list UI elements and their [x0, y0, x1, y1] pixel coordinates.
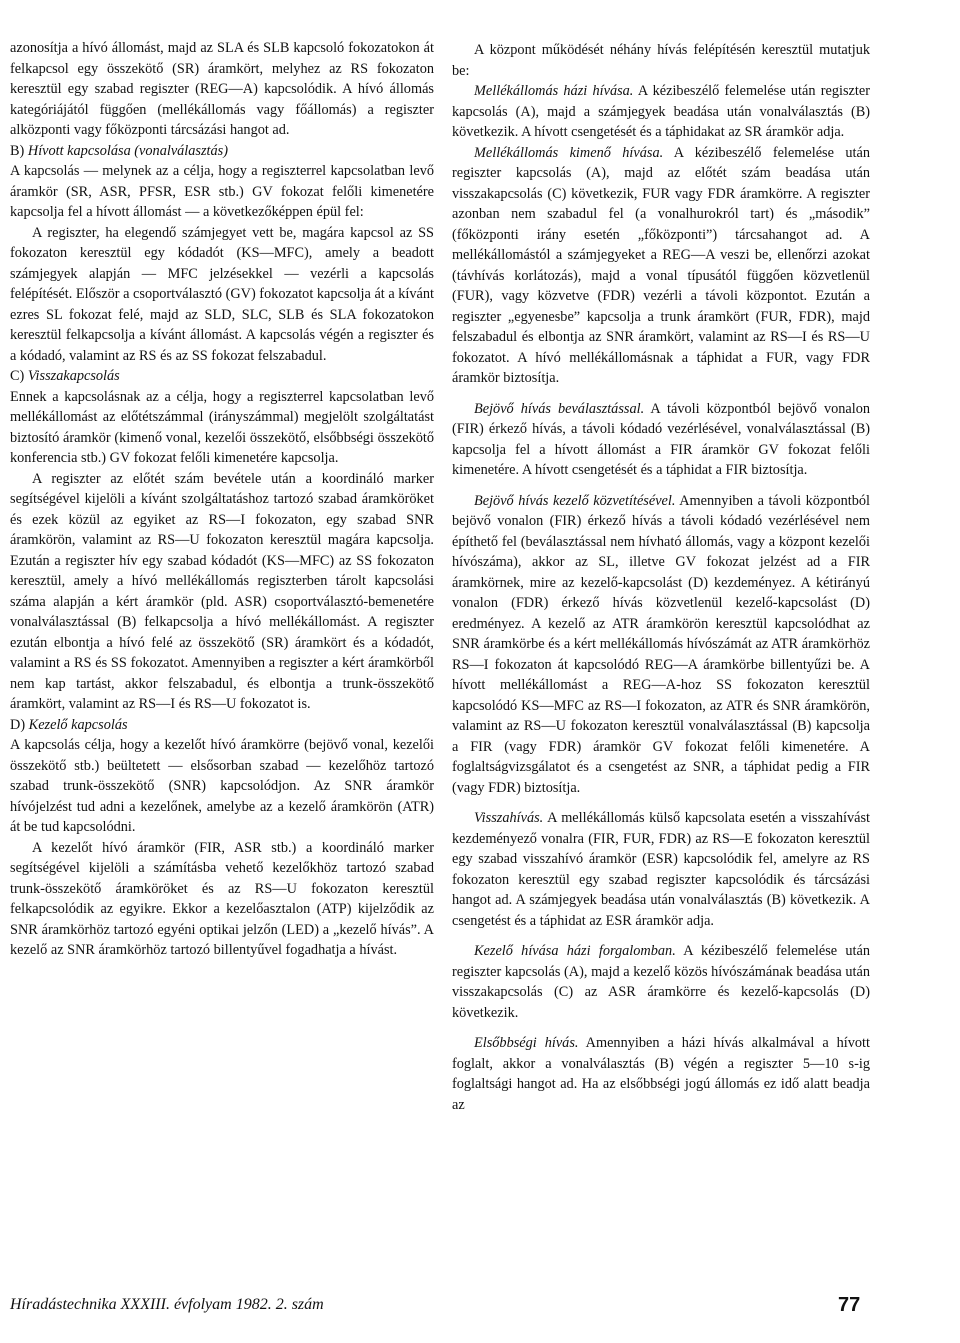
paragraph [452, 941, 870, 1023]
section-letter: C) [10, 368, 25, 384]
page-number: 77 [838, 1294, 861, 1316]
section-title: Visszakapcsolás [27, 368, 120, 384]
left-column [10, 38, 434, 961]
paragraph-text: A kézibeszélő felemelése után regiszter kapcsolás (A), majd a kezelő közös hívószámának beadása után visszakapcsolás (C) az ASR áramkörre és kezelő-kapcsolás (D) következik. [452, 943, 870, 1021]
run-in-heading: Visszahívás. [474, 810, 544, 826]
section-heading-c [10, 366, 434, 387]
paragraph [452, 1033, 870, 1115]
section-title: Kezelő kapcsolás [28, 716, 128, 733]
run-in-heading: Bejövő hívás beválasztással. [474, 400, 645, 417]
run-in-heading: Kezelő hívása házi forgalomban. [474, 943, 676, 959]
section-title: Hívott kapcsolása (vonalválasztás) [27, 142, 229, 159]
paragraph: A kapcsolás célja, hogy a kezelőt hívó áramkörre (bejövő vonal, kezelői összekötő stb.) beültetett — elsősorban szabad — kezelőhöz tartozó szabad trunk-összekötő (SNR) kapcsolódjon. Az SNR áramkör hívójelzést tud adni a kezelőnek, amelybe az a kezelő áramkörön (ATR) át be tud kapcsolódni. [10, 737, 434, 835]
paragraph [452, 81, 870, 143]
paragraph-text: A mellékállomás külső kapcsolata esetén a visszahívást kezdeményező vonalra (FIR, FUR, FDR) az RS—E fokozaton keresztül egy szabad visszahívó áramkör (ESR) kapcsolódik fel, amelyre az RS fokozaton keresztül egy szabad regiszter kapcsolódik és tárcsázási hangot ad. A számjegyek beadása után vonalválasztás (B) következik. A csengetést és a táphidat az ESR áramkör adja. [452, 810, 870, 929]
journal-footer: Híradástechnika XXXIII. évfolyam 1982. 2. szám [10, 1296, 324, 1313]
paragraph-text: Amennyiben a távoli központból bejövő vonalon (FIR) érkező hívás a távoli kódadó vezérlésével nem építhető fel (beválasztással nem hívható állomás, vagy a központ kezelői hívószáma), akkor az SL, illetve GV fokozat jelzést ad a FIR áramkörnek, mire az kezelő-kapcsolást (D) kezdeményez. A kétirányú vonalon (FDR) érkező hívás közvetlenül kezelő-kapcsolást (D) eredményez. A kezelő az ATR áramkörön keresztül kapcsolódhat az SNR áramkörbe és a kért mellékállomás hívószámát az ATR áramkörhöz RS—I fokozaton át kapcsolódó REG—A áramkörbe billentyűzi be. A hívott mellékállomást a REG—A-hoz SS fokozaton keresztül kapcsolódó KS—MFC az RS—I fokozaton, az ATR és SNR áramkörön, valamint az RS—U fokozaton keresztül vonalválasztással (B) kapcsolja a FIR (vagy FDR) áramkör GV fokozat felőli kimenetére. A foglaltságvizsgálatot és a csengetést az SNR, a táphidat pedig a FIR (vagy FDR) biztosítja. [452, 492, 870, 796]
paragraph-text: A kézibeszélő felemelése után regiszter kapcsolás (A), majd a számjegyek beadása után vonalválasztás (B) következik. A hívott csengetését és a táphidakat az SR áramkör adja. [452, 83, 870, 140]
paragraph: A kapcsolás — melynek az a célja, hogy a regiszterrel kapcsolatban levő áramkör (SR, ASR, PFSR, ESR stb.) GV fokozat felőli kimenetére kapcsolja fel a hívott állomást — a következőképpen épül fel: [10, 163, 434, 220]
paragraph: A regiszter az előtét szám bevétele után a koordináló marker segítségével kijelöli a kívánt szolgáltatáshoz tartozó szabad áramköröket és ezek közül az egyiket az RS—I fokozaton, egy szabad SNR áramkörön, valamint az RS—U fokozaton keresztül magára kapcsolja. Ezután a regiszter hív egy szabad kódadót (KS—MFC) az SS fokozaton keresztül, amely a hívó mellékállomás regiszterben tárolt kapcsolási száma alapján a kért áramkör (pld. ASR) csoportválasztó-bemenetére vonalválasztással (B) felkapcsolja a hívó mellékállomást. A regiszter ezután elbontja a hívó felé az összekötő (SR) áramkört és a kódadót, valamint a RS és SS fokozatot. Amennyiben a regiszter a kért áramkörből nem kap tartást, akkor felszabadul, és elbontja a trunk-összekötő áramkört, valamint az RS—I és RS—U fokozatot is. [10, 470, 434, 712]
paragraph: A központ működését néhány hívás felépítésén keresztül mutatjuk be: [452, 42, 870, 79]
paragraph-text: Amennyiben a házi hívás alkalmával a hívott foglalt, akkor a vonalválasztás (B) végén a regiszter 5—10 s-ig foglaltsági hangot ad. Ha az elsőbbségi jogú állomás ez idő alatt beadja az [452, 1035, 870, 1113]
run-in-heading: Mellékállomás házi hívása. [474, 83, 634, 99]
paragraph [452, 399, 870, 481]
section-letter: B) [10, 142, 25, 159]
paragraph [452, 143, 870, 389]
section-heading-b [10, 141, 434, 162]
paragraph-text: A kézibeszélő felemelése után regiszter kapcsolás (A), majd az előtét szám beadása után visszakapcsolás (C) következik, FUR vagy FDR áramkörre. A regiszter azonban nem szabadul fel (a vonalhurokról tart) és „második” (főközponti irány esetén „főközponti”) tárcsahangot ad. A mellékállomástól a számjegyeket a REG—A veszi be, ellenőrzi azokat (távhívás korlátozás), majd a vonal típusától függően közvetlenül (FUR), vagy közvetve (FDR) vezérli a távoli központot. Ezután a regiszter „egyenesbe” kapcsolja a trunk áramkört (FUR, FDR), majd felszabadul és elbontja az SNR áramkört, valamint az RS—I és RS—U fokozatot. A hívó mellékállomásnak a táphidat a FUR, vagy FDR áramkör biztosítja. [452, 144, 870, 386]
paragraph: A regiszter, ha elegendő számjegyet vett be, magára kapcsol az SS fokozaton keresztül egy kódadót (KS—MFC), amely a beadott számjegyek alapján — MFC jelzésekkel — vezérli a kapcsolás felépítését. Először a csoportválasztó (GV) fokozatot kapcsolja át a kívánt ezres SL fokozat felé, majd az SLD, SLC, SLB és SLA fokozatokon keresztül felkapcsolja a kívánt állomást. A kapcsolás végén a regiszter és a kódadó, valamint az RS és az SS fokozat felszabadul. [10, 224, 434, 364]
run-in-heading: Mellékállomás kimenő hívása. [474, 144, 664, 161]
paragraph-text: A távoli központból bejövő vonalon (FIR) érkező hívás, a távoli kódadó vezérlésével, vonalválasztással (B) kapcsolja fel a hívott állomást a FIR áramkör GV fokozat felőli kimenetére. A hívott csengetését és a táphidat a FIR biztosítja. [452, 400, 870, 478]
section-heading-d [10, 715, 434, 736]
run-in-heading: Elsőbbségi hívás. [474, 1035, 579, 1051]
run-in-heading: Bejövő hívás kezelő közvetítésével. [474, 492, 676, 509]
section-letter: D) [10, 716, 26, 733]
paragraph [452, 808, 870, 931]
paragraph: Ennek a kapcsolásnak az a célja, hogy a regiszterrel kapcsolatban levő mellékállomást az előtétszámmal (irányszámmal) megjelölt szolgáltatást biztosító áramkör (kimenő vonal, kezelői összekötő, elsőbbségi összekötő konferencia stb.) GV fokozat felőli kimenetére kapcsolja. [10, 388, 434, 466]
paragraph: azonosítja a hívó állomást, majd az SLA és SLB kapcsoló fokozatokon át felkapcsol egy összekötő (SR) áramkört, melyhez az RS fokozaton keresztül egy szabad regiszter (REG—A) kapcsolódik. A hívó állomás kategóriájától függően (mellékállomás vagy főállomás) a regiszter alközponti vagy főközponti tárcsázási hangot ad. [10, 40, 434, 138]
right-column [452, 40, 870, 1115]
paragraph [452, 491, 870, 799]
paragraph: A kezelőt hívó áramkör (FIR, ASR stb.) a koordináló marker segítségével kijelöli a számításba vehető kezelőkhöz tartozó szabad trunk-összekötő áramköröket és az RS—U fokozaton keresztül felkapcsolódik az egyikre. Ekkor a kezelőasztalon (ATP) kijelződik az SNR áramkörhöz tartozó egyéni optikai jelzőn (LED) a „kezelő hívás”. A kezelő az SNR áramkörhöz tartozó billentyűvel fogadhatja a hívást. [10, 839, 434, 958]
